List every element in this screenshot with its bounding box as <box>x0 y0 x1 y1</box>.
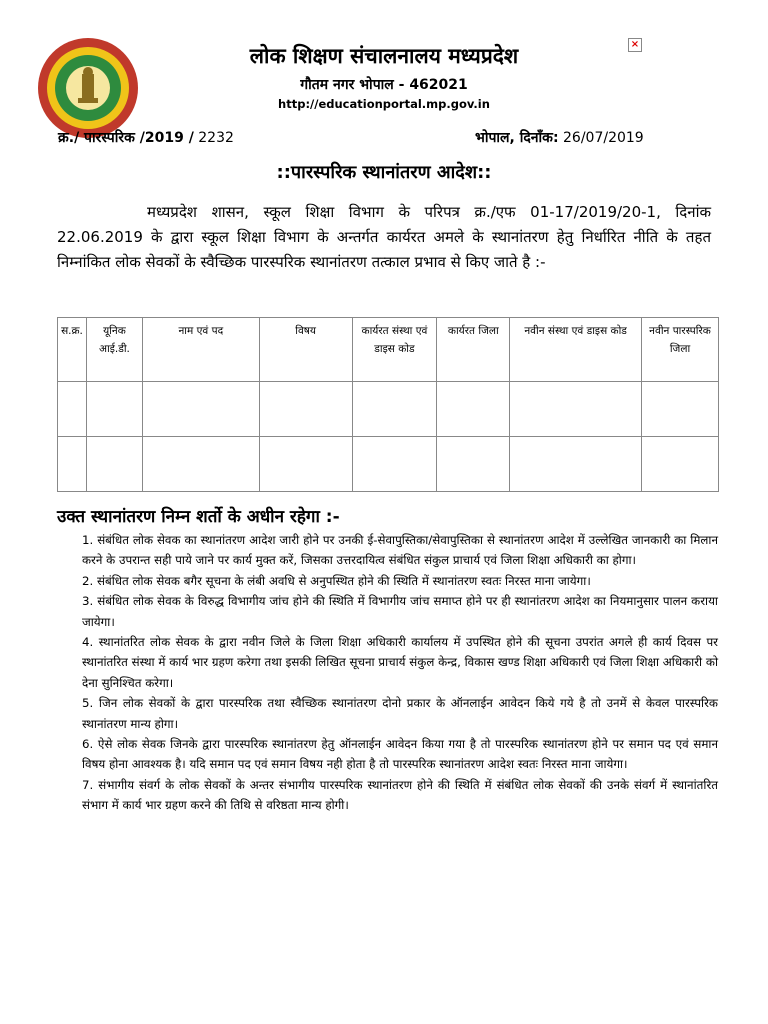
intro-rest: 22.06.2019 के द्वारा स्कूल शिक्षा विभाग के अन्तर्गत कार्यरत अमले के स्थानांतरण हेतु निर्धारित नीति के तहत निम्नांकित लोक सेवकों के स्वैच्छिक पारस्परिक स्थानांतरण तत्काल प्रभाव से किए जाते है :- <box>57 228 711 271</box>
condition-item: 1. संबंधित लोक सेवक का स्थानांतरण आदेश जारी होने पर उनकी ई-सेवापुस्तिका/सेवापुस्तिका से स्थानांतरण आदेश में उल्लेखित जानकारी का मिलान करने के उपरान्त सही पाये जाने पर कार्य मुक्त करें, जिसका उत्तरदायित्व संबंधित संकुल प्राचार्य एवं जिला शिक्षा अधिकारी का होगा। <box>82 533 718 568</box>
reference-number: 2232 <box>198 130 234 146</box>
table-row <box>58 437 719 492</box>
col-header-current-district: कार्यरत जिला <box>437 318 510 382</box>
transfer-table <box>57 317 719 492</box>
col-header-unique-id: यूनिक आई.डी. <box>86 318 142 382</box>
office-address: गौतम नगर भोपाल - 462021 <box>300 77 468 93</box>
order-title: ::पारस्परिक स्थानांतरण आदेश:: <box>276 162 492 183</box>
place-date-label: भोपाल, दिनाँक: <box>475 130 559 146</box>
reference-line <box>58 128 234 147</box>
broken-image-icon: × <box>628 38 642 52</box>
table-row <box>58 382 719 437</box>
portal-url: http://educationportal.mp.gov.in <box>278 97 490 111</box>
col-header-sno: स.क्र. <box>58 318 87 382</box>
col-header-current-institution: कार्यरत संस्था एवं डाइस कोड <box>352 318 437 382</box>
intro-paragraph <box>57 200 711 275</box>
condition-item: 7. संभागीय संवर्ग के लोक सेवकों के अन्तर संभागीय पारस्परिक स्थानांतरण होने की स्थिति में संबंधित लोक सेवकों की उनके संवर्ग में स्थानांतरित संभाग में कार्य भार ग्रहण करने की तिथि से वरिष्ठता मान्य होगी। <box>82 777 718 813</box>
intro-first-line: मध्यप्रदेश शासन, स्कूल शिक्षा विभाग के परिपत्र क्र./एफ 01-17/2019/20-1, दिनांक <box>147 203 711 221</box>
order-date: 26/07/2019 <box>563 130 644 146</box>
reference-label: क्र./ पारस्परिक /2019 / <box>58 130 194 146</box>
condition-item: 5. जिन लोक सेवकों के द्वारा पारस्परिक तथा स्वैच्छिक स्थानांतरण दोनो प्रकार के ऑनलाईन आवेदन किये गये है तो उनमें से केवल पारस्परिक स्थानांतरण मान्य होगा। <box>82 696 718 731</box>
table-header-row <box>58 318 719 382</box>
condition-item: 4. स्थानांतरित लोक सेवक के द्वारा नवीन जिले के जिला शिक्षा अधिकारी कार्यालय में उपस्थित होने की सूचना उपरांत अगले ही कार्य दिवस पर स्थानांतरित संस्था में कार्य भार ग्रहण करेगा तथा इसकी लिखित सूचना प्राचार्य संकुल केन्द्र, विकास खण्ड शिक्षा अधिकारी एवं जिला शिक्षा अधिकारी को देना सुनिश्चित करेगा। <box>82 635 718 690</box>
conditions-title: उक्त स्थानांतरण निम्न शर्तो के अधीन रहेगा :- <box>57 507 340 527</box>
place-date-line <box>475 128 644 147</box>
condition-item: 2. संबंधित लोक सेवक बगैर सूचना के लंबी अवधि से अनुपस्थित होने की स्थिति में स्थानांतरण स्वतः निरस्त माना जायेगा। <box>82 573 591 588</box>
col-header-name-post: नाम एवं पद <box>142 318 259 382</box>
condition-item: 6. ऐसे लोक सेवक जिनके द्वारा पारस्परिक स्थानांतरण हेतु ऑनलाईन आवेदन किया गया है तो पारस्परिक स्थानांतरण होने पर समान पद एवं समान विषय होना आवश्यक है। यदि समान पद एवं समान विषय नही होता है तो पारस्परिक स्थानांतरण आदेश स्वतः निरस्त माना जायेगा। <box>82 737 718 772</box>
conditions-list <box>82 530 718 816</box>
col-header-subject: विषय <box>259 318 352 382</box>
col-header-new-district: नवीन पारस्परिक जिला <box>642 318 719 382</box>
col-header-new-institution: नवीन संस्था एवं डाइस कोड <box>510 318 642 382</box>
office-title: लोक शिक्षण संचालनालय मध्यप्रदेश <box>249 44 519 68</box>
condition-item: 3. संबंधित लोक सेवक के विरुद्ध विभागीय जांच होने की स्थिति में विभागीय जांच समाप्त होने पर ही स्थानांतरण आदेश का नियमानुसार पालन कराया जायेगा। <box>82 594 718 629</box>
